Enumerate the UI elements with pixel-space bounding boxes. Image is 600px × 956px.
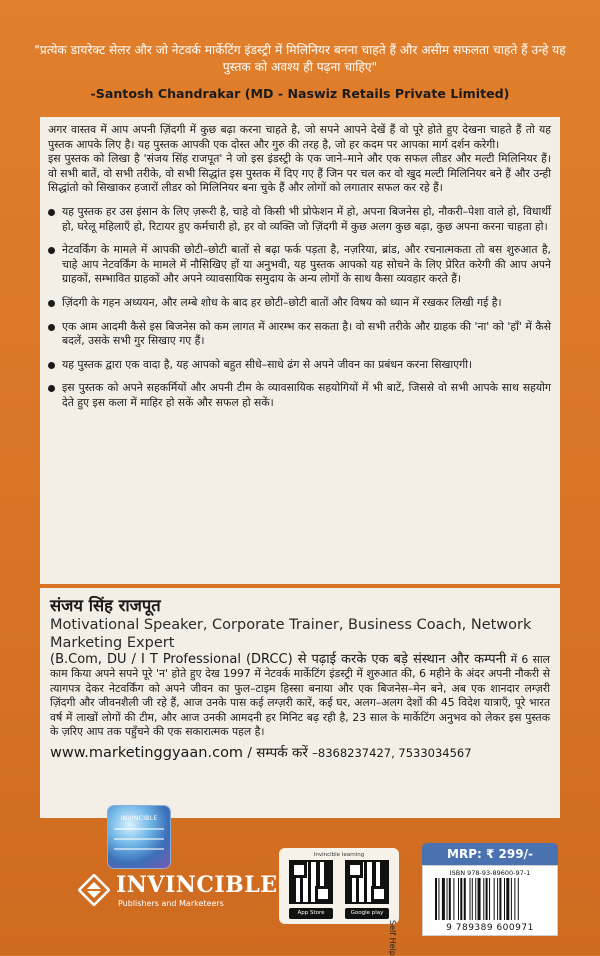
qr-panel-label: Invincible learning [313, 852, 365, 858]
bio-body: में 6 साल काम किया अपने सपने पूरे 'न' होते हुए देख 1997 में नेटवर्क मार्केटिंग इंडस्ट्री में शुरुआत की, 6 महीने के अंदर अपनी नौकरी से त्यागपत्र देकर नेटवर्किंग को अपने जीवन का फुल–टाइम हिस्सा बनाया और एक बिजनेस–मेन बने, अब एक शानदार लग्ज़री ज़िंदगी और जीवनशैली जी रहे हैं, आज उनके पास कई लग्ज़री कारें, कई घर, अलग–अलग देशों की 45 विदेश यात्राएँ, पूरे भारत वर्ष में लाखों लोगों की टीम, और आज उनकी आमदनी हर मिनिट बढ़ रही है, 23 साल के मार्केटिंग अनुभव को लेकर इस पुस्तक के ज़रिए आप तक पहुँचने की एक सकारात्मक पहल है। [50, 653, 550, 739]
bullet-dot-icon [48, 385, 55, 392]
barcode-panel [422, 865, 558, 936]
price-label: MRP: ₹ 299/- [422, 843, 558, 865]
isbn-text: ISBN 978-93-89600-97-1 [449, 869, 531, 877]
endorsement-quote: "प्रत्येक डायरेक्ट सेलर और जो नेटवर्क मार्केटिंग इंडस्ट्री में मिलिनियर बनना चाहते हैं और असीम सफलता चाहते हैं उन्हे यह पुस्तक को अवश्य ही पढ़ना चाहिए" [34, 43, 566, 74]
bullet-dot-icon [48, 300, 55, 307]
publisher-name: INVINCIBLE [116, 872, 278, 898]
author-bio-panel [40, 588, 560, 818]
bullet-item: ज़िंदगी के गहन अध्ययन, और लम्बे शोध के बाद हर छोटी–छोटी बातों और विषय को ध्यान में रखकर लिखी गई है। [48, 296, 551, 311]
author-name: -Santosh Chandrakar [90, 86, 241, 101]
publisher-logo [78, 872, 288, 912]
contact-line [50, 743, 550, 761]
publisher-logo-icon [78, 874, 110, 906]
qr-code-panel [279, 848, 399, 924]
bio-text [50, 653, 550, 739]
google-play-badge[interactable]: Google play [345, 908, 389, 919]
bullet-item: यह पुस्तक द्वारा एक वादा है, यह आपको बहुत सीधे–साधे ढंग से अपने जीवन का प्रबंधन करना सिखाएगी। [48, 358, 551, 373]
website-link[interactable]: www.marketinggyaan.com [50, 745, 244, 762]
bullet-dot-icon [48, 247, 55, 254]
category-label: Self Help [388, 920, 397, 956]
publisher-tagline: Publishers and Marketeers [118, 899, 224, 908]
bio-lead: (B.Com, DU / I T Professional (DRCC) से पढ़ाई करके एक बड़े संस्थान और कम्पनी [50, 652, 507, 667]
barcode-icon [435, 878, 547, 920]
hologram-text: INVINCIBLE [120, 815, 158, 822]
bullet-item: एक आम आदमी कैसे इस बिजनेस को कम लागत में आरम्भ कर सकता है। वो सभी तरीके और ग्राहक की 'ना' को 'हाँ' में कैसे बदलें, उसके सभी गुर सिखाए गए हैं। [48, 320, 551, 349]
bullet-dot-icon [48, 362, 55, 369]
intro-paragraph-2: इस पुस्तक को लिखा है 'संजय सिंह राजपूत' ने जो इस इंडस्ट्री के एक जाने–माने और एक सफल लीडर और मल्टी मिलिनियर हैं। वो सभी बातें, वो सभी तरीके, वो सभी सिद्धांत इस पुस्तक में दिए गए हैं जिन पर चल कर वो खुद मल्टी मिलिनियर बने हैं और उन्ही सिद्धांतो को सिखाकर हजारों लीडर को मिलिनियर बना चुके हैं और लोगों को लगातार सफल कर रहे हैं। [48, 152, 551, 195]
qr-code-icon[interactable] [291, 862, 331, 902]
phone-numbers: –8368237427, 7533034567 [312, 746, 472, 761]
endorsement-author [20, 86, 580, 101]
qr-code-icon[interactable] [347, 862, 387, 902]
bullet-dot-icon [48, 209, 55, 216]
bullet-item: नेटवर्किंग के मामले में आपकी छोटी–छोटी बातों से बढ़ा फर्क पड़ता है, नज़रिया, ब्रांड, और रचनात्मकता तो बस शुरुआत है, चाहे आप नेटवर्किंग के मामले में नौसिखिए हों या अनुभवी, यह पुस्तक आपको यह सोचने के लिए प्रेरित करेगी की आप अपने ग्राहकों, सम्भावित ग्राहकों और अपने व्यावसायिक समुदाय के अन्य लोगों के साथ कैसा व्यवहार करते हैं। [48, 243, 551, 287]
contact-label: / सम्पर्क करें [247, 745, 308, 762]
author-role: (MD - Naswiz Retails Private Limited) [244, 86, 510, 101]
bio-author-name: संजय सिंह राजपूत [50, 596, 161, 615]
bullet-dot-icon [48, 324, 55, 331]
bullet-item: यह पुस्तक हर उस इंसान के लिए ज़रूरी है, चाहे वो किसी भी प्रोफेशन में हो, अपना बिजनेस हो, नौकरी–पेशा वाले हो, विधार्थी हो, घरेलू महिलाएँ हो, रिटायर हुए कर्मचारी हो, हर वो व्यक्ति जो ज़िंदगी में कुछ अलग कुछ बढ़ा, कुछ अपना करना चाहता हो। [48, 205, 551, 234]
bio-author-titles: Motivational Speaker, Corporate Trainer, Business Coach, Network Marketing Expert [50, 617, 532, 651]
hologram-sticker [108, 806, 170, 868]
intro-paragraph-1: अगर वास्तव में आप अपनी ज़िंदगी में कुछ बढ़ा करना चाहते है, जो सपने आपने देखें हैं वो पूरे होते हुए देखना चाहते हैं तो यह पुस्तक आपके लिए है। यह पुस्तक आपकी एक दोस्त और गुरु की तरह है, जो हर कदम पर आपका मार्ग दर्शन करेगी। [48, 123, 551, 151]
bullet-item: इस पुस्तक को अपने सहकर्मियों और अपनी टीम के व्यावसायिक सहयोगियों में भी बाटें, जिससे वो सभी आपके साथ सहयोग देते हुए इस कला में माहिर हो सकें और सफल हो सकें। [48, 381, 551, 410]
description-panel [40, 117, 560, 584]
barcode-digits: 9 789389 600971 [446, 923, 534, 933]
app-store-badge[interactable]: App Store [289, 908, 333, 919]
